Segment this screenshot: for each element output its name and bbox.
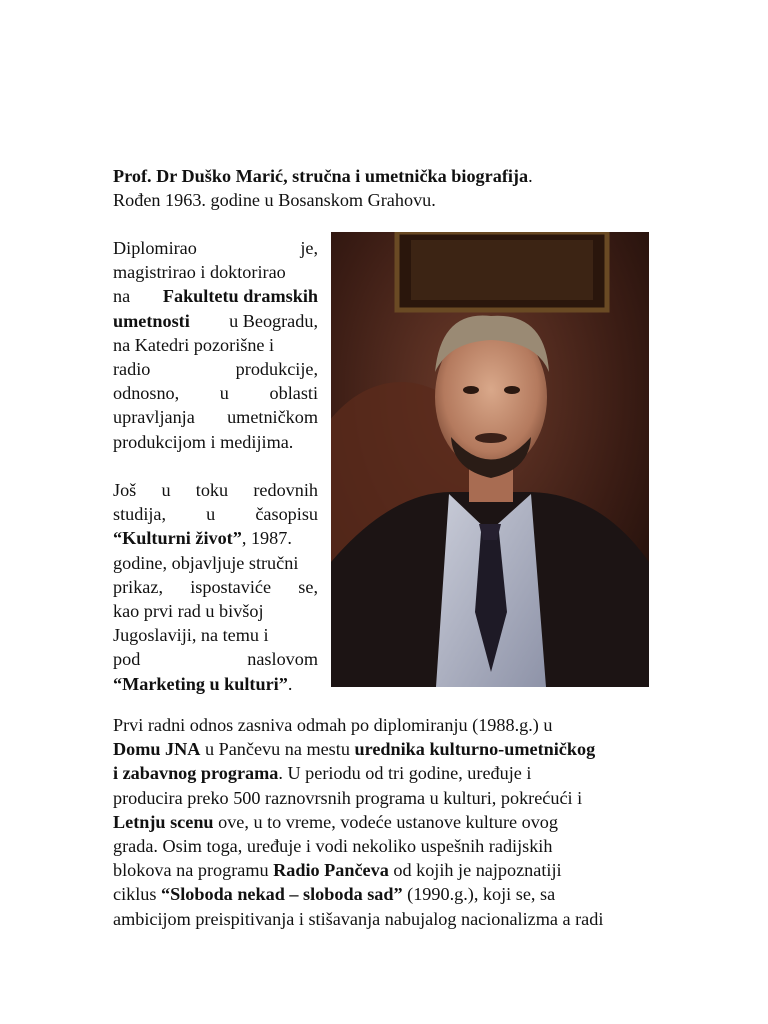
text-line: odnosno, xyxy=(113,383,180,404)
text-line xyxy=(113,882,655,906)
text-line xyxy=(113,502,318,526)
text-line: prikaz, xyxy=(113,576,163,597)
text-line: i zabavnog programa xyxy=(113,763,279,784)
text-line: Još xyxy=(113,480,137,500)
text-line: ove, u to vreme, vodeće ustanove kulture ovog xyxy=(213,811,558,832)
text-line: grada. Osim toga, uređuje i vodi nekoliko uspešnih radijskih xyxy=(113,835,553,856)
text-line: urednika kulturno-umetničkog xyxy=(354,739,596,760)
text-line: magistrirao i doktorirao xyxy=(113,262,286,283)
text-line: u Pančevu na mestu xyxy=(200,739,355,760)
text-line: umetničkom xyxy=(227,407,318,428)
text-line: . xyxy=(287,673,293,694)
document-title xyxy=(113,164,673,188)
text-line: Fakultetu dramskih xyxy=(162,286,318,307)
text-line: godine, objavljuje stručni xyxy=(113,552,299,573)
text-line: kao prvi rad u bivšoj xyxy=(113,600,264,621)
text-line: “Kulturni život” xyxy=(113,528,242,549)
text-line: naslovom xyxy=(247,649,318,670)
text-line: oblasti xyxy=(269,383,318,404)
text-line: (1990.g.), koji se, sa xyxy=(402,884,556,905)
text-line: je, xyxy=(300,238,318,258)
portrait-photo xyxy=(331,232,649,687)
text-line: na xyxy=(113,286,131,307)
text-line xyxy=(113,647,318,671)
text-line: Diplomirao xyxy=(113,238,197,258)
paragraph-education xyxy=(113,236,318,454)
text-line xyxy=(113,478,318,502)
text-line: . U periodu od tri godine, uređuje i xyxy=(278,763,532,784)
text-line xyxy=(113,858,655,882)
text-line: Prvi radni odnos zasniva odmah po diplomiranju (1988.g.) u xyxy=(113,715,553,735)
text-line: Radio Pančeva xyxy=(273,860,389,881)
text-line: na Katedri pozorišne i xyxy=(113,334,275,355)
text-line xyxy=(113,737,655,761)
text-line xyxy=(113,284,318,308)
text-line: toku xyxy=(195,480,229,500)
text-line xyxy=(113,810,655,834)
text-line: upravljanja xyxy=(113,407,195,428)
text-line xyxy=(113,405,318,429)
paragraph-first-work xyxy=(113,478,318,696)
text-line xyxy=(113,672,318,696)
text-line: Prof. Dr Duško Marić, stručna i umetnička biografija xyxy=(113,166,529,186)
text-line: producira preko 500 raznovrsnih programa u kulturi, pokrećući i xyxy=(113,787,583,808)
text-line xyxy=(113,381,318,405)
text-line: ambicijom preispitivanja i stišavanja nabujalog nacionalizma a radi xyxy=(113,908,604,929)
text-line: Domu JNA xyxy=(113,739,201,760)
text-line: , 1987. xyxy=(241,528,292,549)
birth-line: Rođen 1963. godine u Bosanskom Grahovu. xyxy=(113,190,436,211)
text-line xyxy=(113,309,318,333)
text-line: radio xyxy=(113,358,151,379)
text-line: produkcije, xyxy=(235,358,318,379)
text-line xyxy=(113,575,318,599)
text-line: Jugoslaviji, na temu i xyxy=(113,625,269,646)
text-line: “Marketing u kulturi” xyxy=(113,673,288,694)
text-line: pod xyxy=(113,649,141,670)
text-line: časopisu xyxy=(255,504,318,525)
title-block xyxy=(113,164,673,212)
text-line: blokova na programu xyxy=(113,860,274,881)
text-line: ciklus xyxy=(113,884,161,905)
text-line: umetnosti xyxy=(113,310,190,331)
text-line: redovnih xyxy=(253,480,318,500)
text-line: se, xyxy=(298,576,318,597)
text-line: u xyxy=(219,383,229,404)
text-line: Letnju scenu xyxy=(113,811,214,832)
paragraph-career xyxy=(113,713,655,931)
text-line: ispostaviće xyxy=(190,576,272,597)
text-line xyxy=(113,526,318,550)
text-line xyxy=(113,761,655,785)
text-line xyxy=(113,357,318,381)
text-line xyxy=(113,236,318,260)
text-line: u xyxy=(206,504,216,525)
text-line: “Sloboda nekad – sloboda sad” xyxy=(161,884,403,905)
text-line: u Beogradu, xyxy=(229,310,318,331)
text-line: od kojih je najpoznatiji xyxy=(388,860,562,881)
text-line: studija, xyxy=(113,504,167,525)
text-line: produkcijom i medijima. xyxy=(113,431,294,452)
text-line: . xyxy=(528,166,533,186)
text-line: u xyxy=(161,480,171,500)
